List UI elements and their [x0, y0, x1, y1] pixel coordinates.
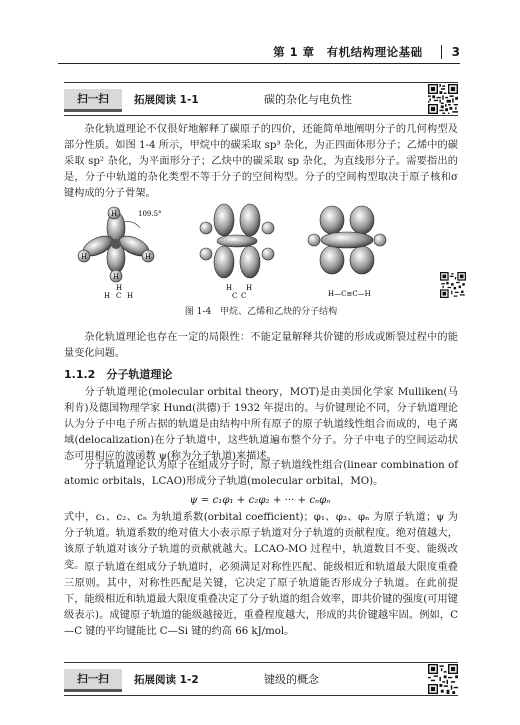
- paragraph-coefficients: 式中，c₁、c₂、cₙ 为轨道系数(orbital coefficient)；φ₁、φ₂、φₙ 为原子轨道；ψ 为分子轨道。轨道系数的绝对值大小表示原子轨道对分子轨道的贡献程度。绝对值越大，该原子轨道对该分子轨道的贡献就越大。LCAO-MO 过程中，轨道数目不变、能级改变。: [64, 512, 458, 571]
- paragraph-limitations: 杂化轨道理论也存在一定的局限性：不能定量解释共价键的形成或断裂过程中的能量变化问题。: [64, 332, 458, 359]
- extension-reading-topic: 碳的杂化与电负性: [264, 93, 352, 106]
- svg-text:H: H: [127, 292, 134, 300]
- extension-reading-label: 拓展阅读 1-1: [134, 93, 199, 106]
- chapter-title: 第 1 章 有机结构理论基础: [273, 44, 423, 59]
- figure-caption: 图 1-4 甲烷、乙烯和乙炔的分子结构: [184, 307, 338, 317]
- scan-box-1: [64, 82, 458, 116]
- paragraph-mot-intro: 分子轨道理论(molecular orbital theory，MOT)是由美国化学家 Mulliken(马利肯)及德国物理学家 Hund(洪德)于 1932 年提出的。与价键理论不同，分子轨道理论认为分子中电子所占据的轨道是由结构中所有原子的原子轨道线性组合而成的，电子离域(delocalization)在分子轨道中，这些轨道遍布整个分子。分子中电子的空间运动状态可用相应的波函数 ψ(称为分子轨道)来描述。: [64, 387, 458, 462]
- structural-formulas: [104, 284, 371, 300]
- extension-reading-topic: 键级的概念: [264, 673, 319, 686]
- molecule-diagram: [64, 198, 458, 302]
- qr-code-icon[interactable]: [440, 272, 466, 298]
- svg-text:C: C: [232, 292, 238, 300]
- svg-text:H: H: [113, 273, 120, 281]
- svg-text:H: H: [116, 284, 123, 292]
- running-header: [58, 40, 460, 64]
- figure-molecular-structures: [64, 198, 458, 318]
- scan-badge: 扫一扫: [64, 669, 122, 689]
- svg-text:H: H: [81, 253, 88, 261]
- paragraph-lcao: 分子轨道理论认为原子在组成分子时，原子轨道线性组合(linear combination of atomic orbitals，LCAO)形成分子轨道(molecular orbital，MO)。: [64, 460, 458, 487]
- qr-code-icon[interactable]: [428, 664, 458, 694]
- svg-text:H: H: [226, 284, 233, 292]
- svg-text:H—C≡C—H: H—C≡C—H: [328, 290, 371, 298]
- page-number: 3: [451, 44, 460, 59]
- paragraph-principles: 原子轨道在组成分子轨道时，必须满足对称性匹配、能级相近和轨道最大限度重叠三原则。其中，对称性匹配是关键，它决定了原子轨道能否形成分子轨道。在此前提下，能级相近和轨道最大限度重叠决定了分子轨道的组合效率，即共价键的强度(可用键级表示)。成键原子轨道的能级越接近，重叠程度越大，形成的共价键越牢固。例如，C—C 键的平均键能比 C—Si 键的约高 66 kJ/mol。: [64, 562, 458, 637]
- qr-code-icon[interactable]: [428, 84, 458, 114]
- header-divider: [441, 45, 442, 59]
- svg-text:H: H: [104, 292, 111, 300]
- section-heading: 1.1.2 分子轨道理论: [64, 368, 173, 381]
- svg-text:H: H: [145, 253, 152, 261]
- svg-text:H: H: [246, 284, 253, 292]
- acetylene-model: [308, 206, 386, 274]
- paragraph-hybridization: 杂化轨道理论不仅很好地解释了碳原子的四价，还能简单地阐明分子的几何构型及部分性质。如图 1-4 所示，甲烷中的碳采取 sp³ 杂化，为正四面体形分子；乙烯中的碳采取 sp² 杂化，为平面形分子；乙炔中的碳采取 sp 杂化，为直线形分子。需要指出的是，分子中轨道的杂化类型不等于分子的空间构型。分子的空间构型取决于原子核和σ键构成的分子骨架。: [64, 124, 458, 199]
- svg-text:H: H: [111, 210, 118, 218]
- scan-badge: 扫一扫: [64, 89, 122, 109]
- svg-text:109.5°: 109.5°: [138, 210, 162, 218]
- svg-text:C: C: [241, 292, 247, 300]
- methane-model: [78, 207, 162, 282]
- lcao-formula: ψ = c₁φ₁ + c₂φ₂ + ··· + cₙφₙ: [189, 495, 331, 506]
- extension-reading-label: 拓展阅读 1-2: [134, 673, 199, 686]
- svg-text:C: C: [116, 292, 122, 300]
- scan-box-2: [64, 662, 458, 696]
- ethylene-model: [200, 204, 274, 278]
